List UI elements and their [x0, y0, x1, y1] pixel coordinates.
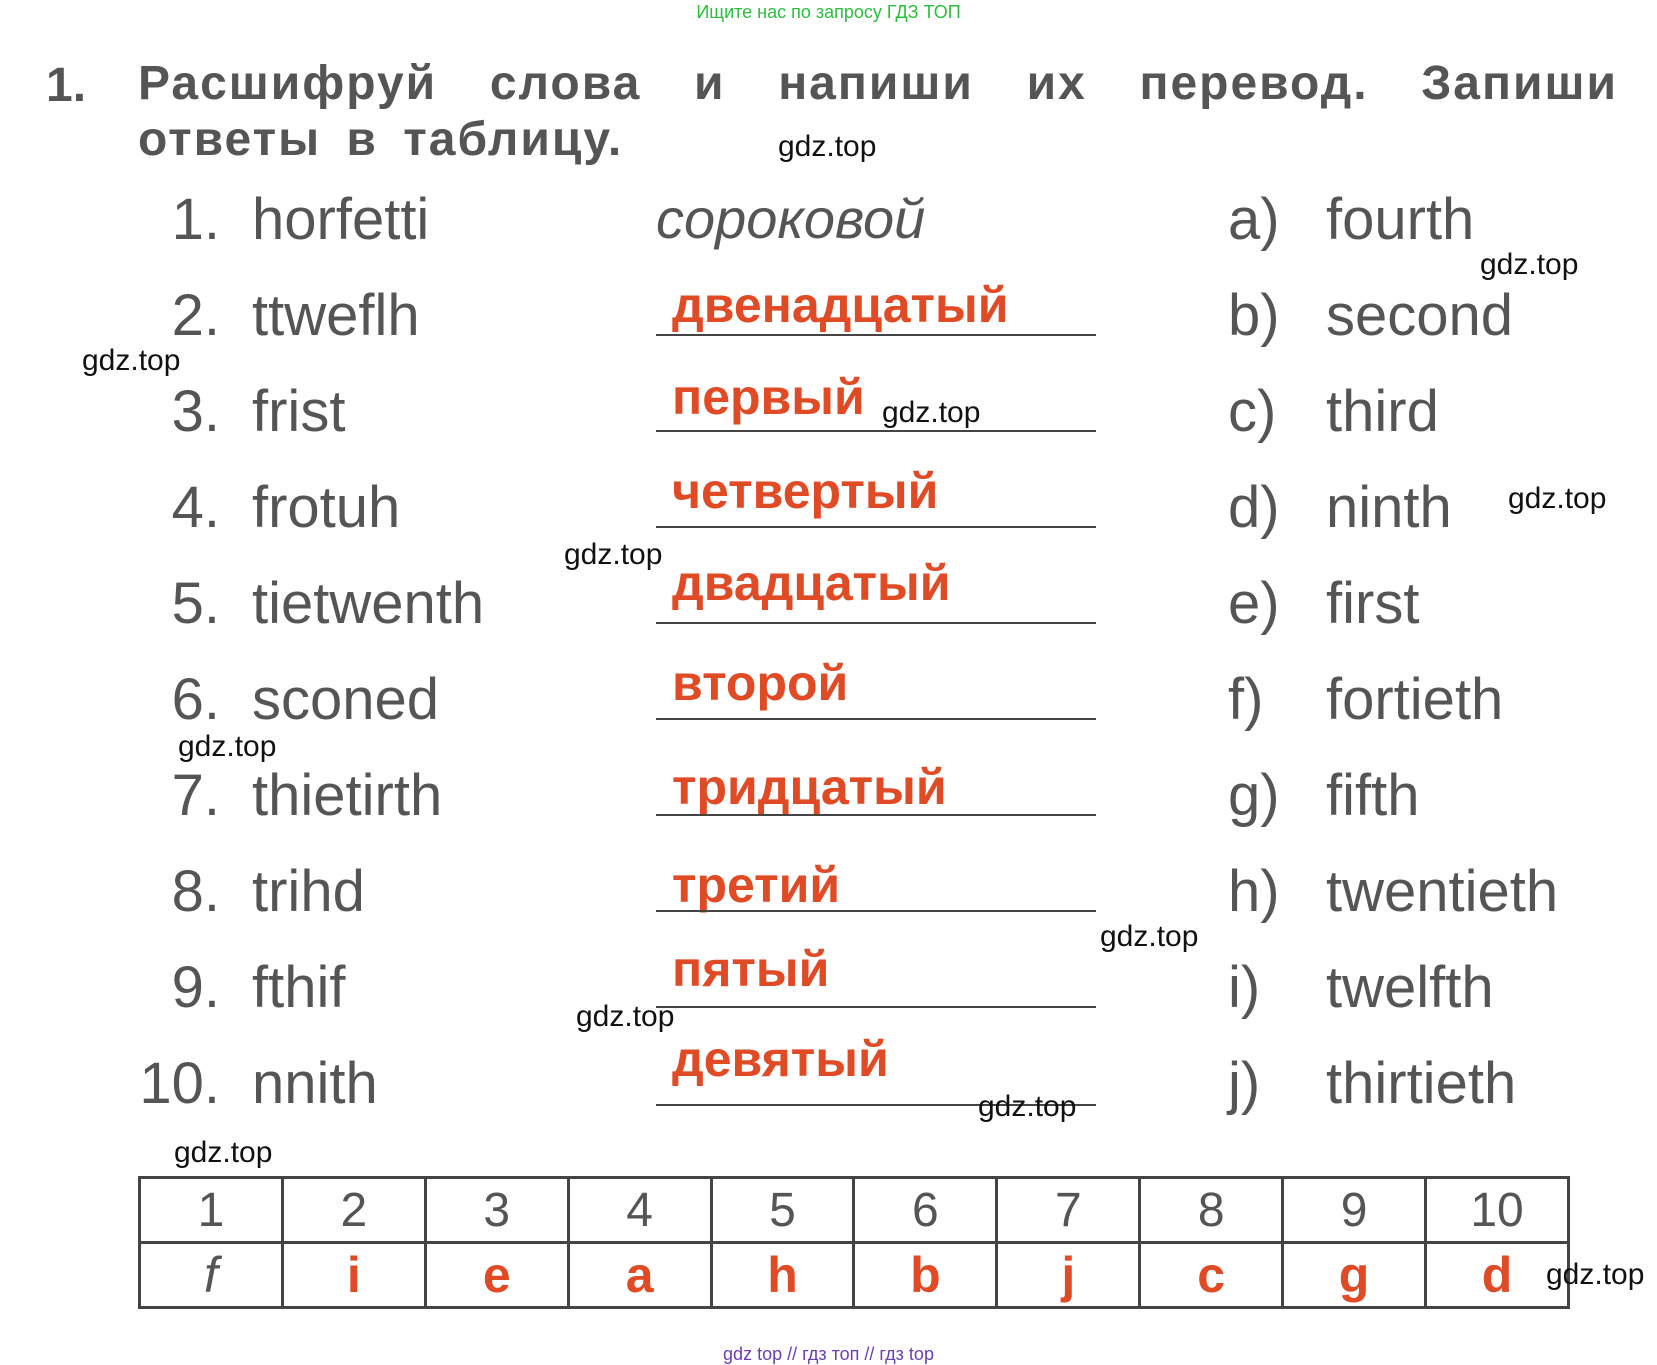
table-answer-cell: i: [282, 1243, 425, 1308]
row-number: 3.: [171, 379, 220, 444]
table-number-cell: 6: [854, 1178, 997, 1243]
translation-answer: двадцатый: [672, 555, 951, 611]
translation-answer: двенадцатый: [672, 277, 1009, 333]
option-letter: f): [1228, 667, 1264, 732]
option-letter: d): [1228, 475, 1280, 540]
option-word: ninth: [1326, 475, 1452, 540]
watermark: gdz.top: [82, 344, 181, 377]
option-word: twelfth: [1326, 955, 1494, 1020]
scrambled-word: fthif: [252, 955, 346, 1020]
option-letter: c): [1228, 379, 1277, 444]
translation-answer: второй: [672, 655, 849, 711]
translation-answer: девятый: [672, 1031, 889, 1087]
option-letter: h): [1228, 859, 1280, 924]
watermark: gdz.top: [1508, 482, 1607, 515]
answer-line: [656, 1006, 1096, 1008]
translation-answer: тридцатый: [672, 759, 947, 815]
table-answer-cell: d: [1426, 1243, 1569, 1308]
table-number-cell: 4: [568, 1178, 711, 1243]
answer-line: [656, 430, 1096, 432]
scrambled-word: tietwenth: [252, 571, 485, 636]
translation-answer: первый: [672, 369, 865, 425]
answer-table-numbers-row: [140, 1178, 1569, 1243]
option-word: first: [1326, 571, 1420, 636]
option-letter: e): [1228, 571, 1280, 636]
option-letter: j): [1228, 1051, 1261, 1116]
row-number: 9.: [171, 955, 220, 1020]
option-word: third: [1326, 379, 1439, 444]
scrambled-word: frotuh: [252, 475, 401, 540]
answer-line: [656, 910, 1096, 912]
option-word: fifth: [1326, 763, 1420, 828]
table-number-cell: 8: [1140, 1178, 1283, 1243]
table-answer-cell: a: [568, 1243, 711, 1308]
watermark: gdz.top: [576, 1000, 675, 1033]
table-answer-cell: f: [140, 1243, 283, 1308]
table-number-cell: 2: [282, 1178, 425, 1243]
option-word: twentieth: [1326, 859, 1559, 924]
answer-line: [656, 718, 1096, 720]
option-letter: g): [1228, 763, 1280, 828]
translation-answer: третий: [672, 857, 841, 913]
example-translation: сороковой: [656, 187, 926, 250]
row-number: 2.: [171, 283, 220, 348]
option-word: fortieth: [1326, 667, 1504, 732]
option-letter: i): [1228, 955, 1261, 1020]
footer-links[interactable]: gdz top // гдз топ // гдз top: [723, 1344, 934, 1364]
watermark: gdz.top: [178, 730, 277, 763]
table-number-cell: 1: [140, 1178, 283, 1243]
table-answer-cell: j: [997, 1243, 1140, 1308]
option-word: fourth: [1326, 187, 1475, 252]
watermark: gdz.top: [882, 396, 981, 429]
table-number-cell: 9: [1283, 1178, 1426, 1243]
task-number: 1.: [46, 59, 87, 112]
answer-table-letters-row: [140, 1243, 1569, 1308]
table-answer-cell: h: [711, 1243, 854, 1308]
scrambled-word: trihd: [252, 859, 365, 924]
option-word: thirtieth: [1326, 1051, 1517, 1116]
watermark: gdz.top: [1480, 248, 1579, 281]
translation-answer: четвертый: [672, 463, 939, 519]
row-number: 6.: [171, 667, 220, 732]
table-answer-cell: e: [425, 1243, 568, 1308]
scrambled-word: sconed: [252, 667, 440, 732]
translation-answer: пятый: [672, 941, 830, 997]
table-number-cell: 7: [997, 1178, 1140, 1243]
answer-line: [656, 814, 1096, 816]
task-instruction: Расшифруй слова и напиши их перевод. Запиши ответы в таблицу.: [138, 57, 1618, 166]
row-number: 8.: [171, 859, 220, 924]
watermark: gdz.top: [174, 1136, 273, 1169]
option-word: second: [1326, 283, 1514, 348]
watermark: gdz.top: [1100, 920, 1199, 953]
watermark: gdz.top: [564, 538, 663, 571]
scrambled-word: thietirth: [252, 763, 443, 828]
watermark: gdz.top: [778, 130, 877, 163]
table-number-cell: 3: [425, 1178, 568, 1243]
table-answer-cell: g: [1283, 1243, 1426, 1308]
answer-table: [138, 1176, 1570, 1309]
watermark: gdz.top: [1546, 1258, 1645, 1291]
table-answer-cell: c: [1140, 1243, 1283, 1308]
row-number: 4.: [171, 475, 220, 540]
row-number: 5.: [171, 571, 220, 636]
scrambled-word: frist: [252, 379, 346, 444]
scrambled-word: nnith: [252, 1051, 378, 1116]
table-number-cell: 10: [1426, 1178, 1569, 1243]
answer-line: [656, 622, 1096, 624]
header-search-link[interactable]: Ищите нас по запросу ГДЗ ТОП: [696, 2, 961, 22]
watermark: gdz.top: [978, 1090, 1077, 1123]
table-answer-cell: b: [854, 1243, 997, 1308]
scrambled-word: ttweflh: [252, 283, 420, 348]
table-number-cell: 5: [711, 1178, 854, 1243]
answer-line: [656, 526, 1096, 528]
option-letter: a): [1228, 187, 1280, 252]
option-letter: b): [1228, 283, 1280, 348]
row-number: 10.: [139, 1051, 220, 1116]
scrambled-word: horfetti: [252, 187, 430, 252]
row-number: 1.: [171, 187, 220, 252]
row-number: 7.: [171, 763, 220, 828]
answer-line: [656, 334, 1096, 336]
